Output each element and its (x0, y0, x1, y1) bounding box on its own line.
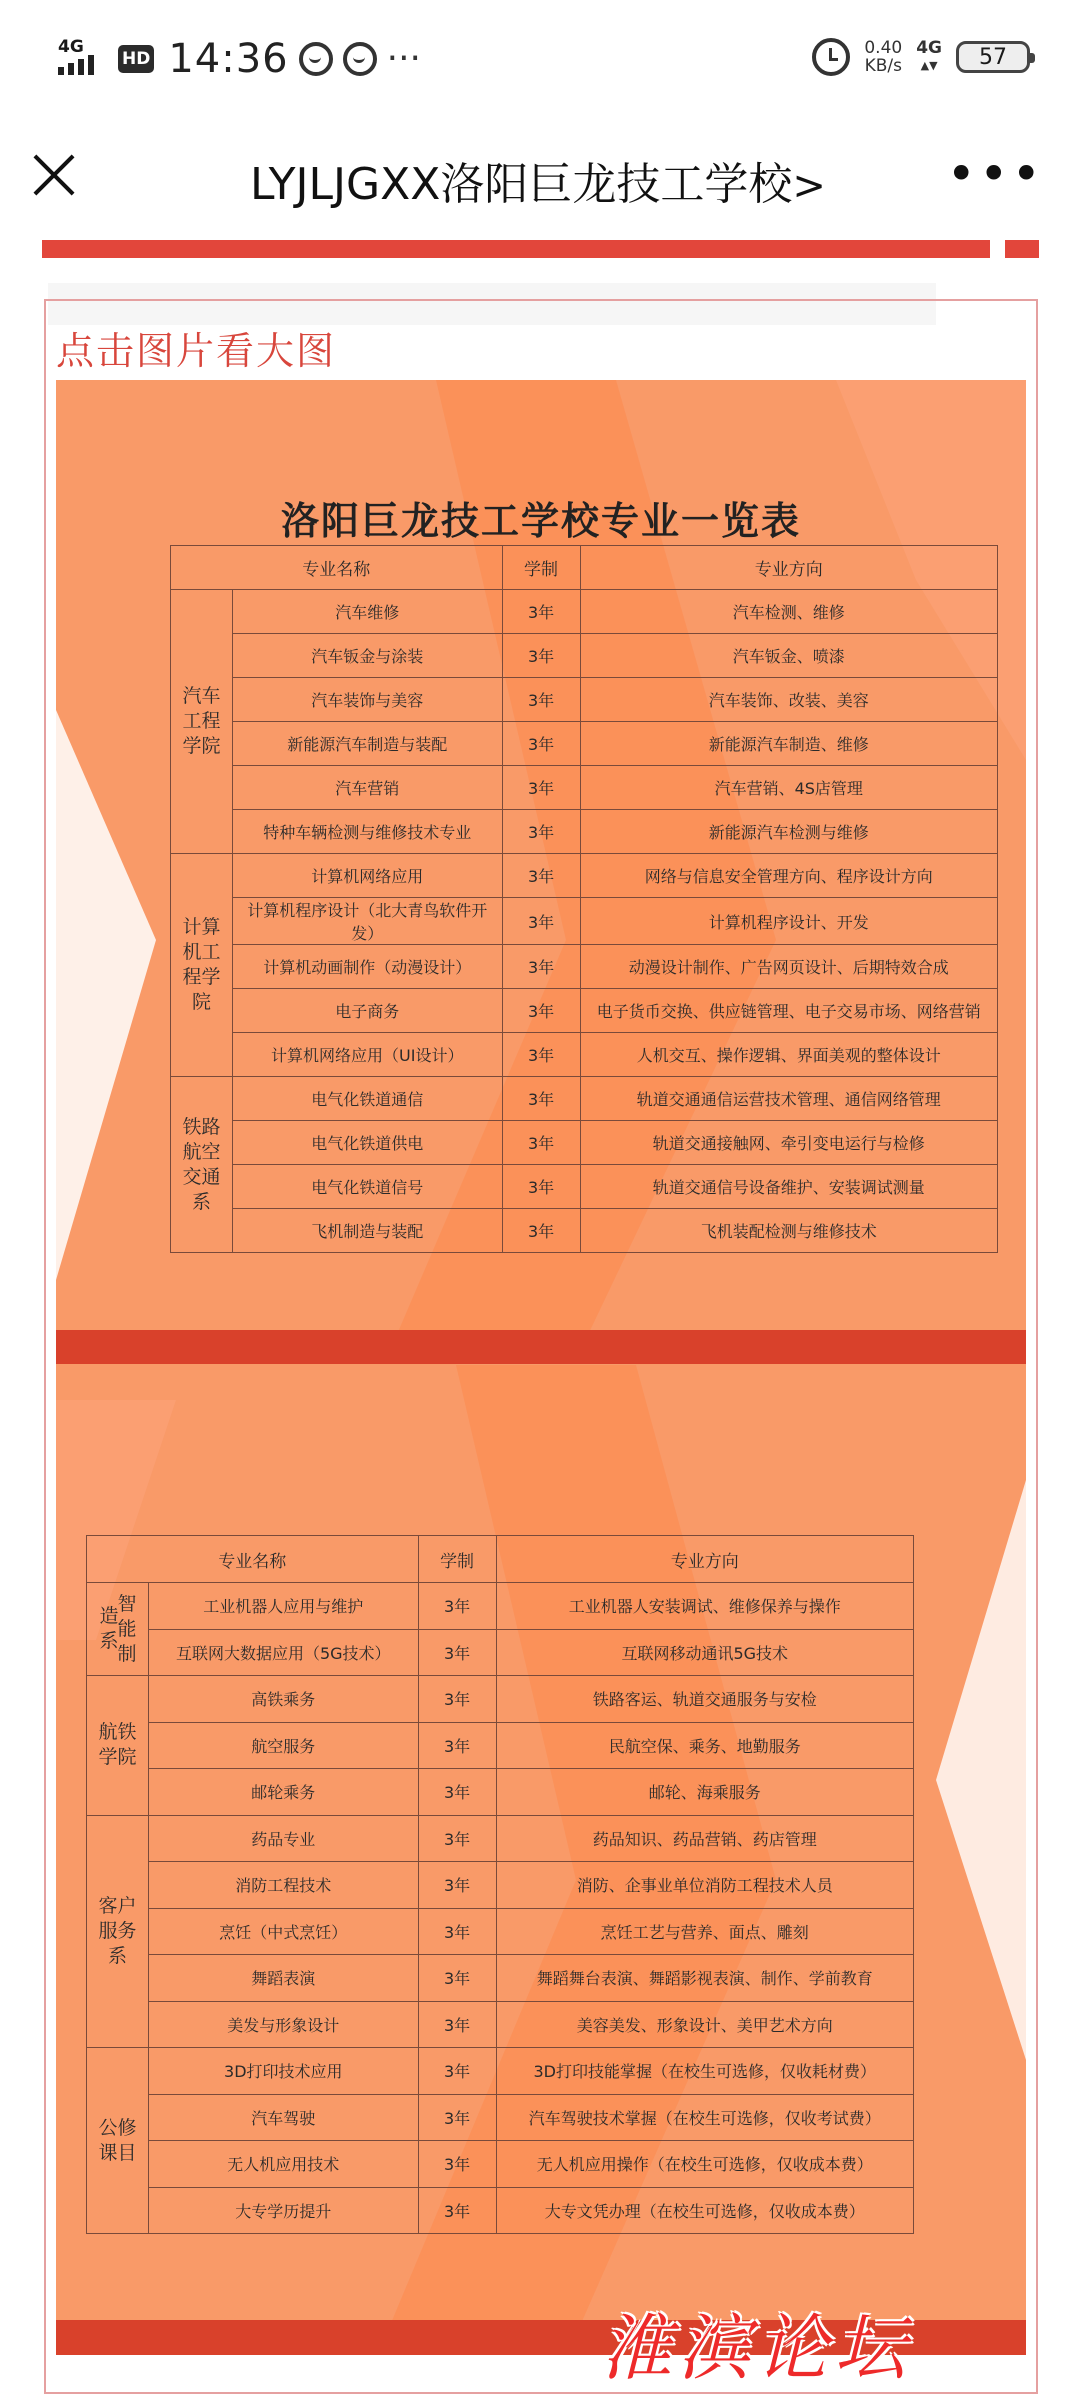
table-row (171, 989, 998, 1033)
cell-direction: 轨道交通通信运营技术管理、通信网络管理 (580, 1077, 997, 1121)
table-row (171, 1077, 998, 1121)
cell-years: 3年 (502, 722, 580, 766)
cell-years: 3年 (502, 854, 580, 898)
network-type: 4G (58, 37, 84, 57)
department-label-part: 造系 (99, 1605, 119, 1652)
cell-direction: 民航空保、乘务、地勤服务 (496, 1722, 913, 1769)
cell-direction: 药品知识、药品营销、药店管理 (496, 1815, 913, 1862)
cell-years: 3年 (418, 1862, 496, 1909)
header-direction-2: 专业方向 (496, 1536, 913, 1583)
cell-name: 无人机应用技术 (148, 2141, 418, 2188)
cell-years: 3年 (418, 2048, 496, 2095)
cell-direction: 消防、企事业单位消防工程技术人员 (496, 1862, 913, 1909)
cell-years: 3年 (418, 1769, 496, 1816)
table-row (87, 1908, 914, 1955)
cell-name: 药品专业 (148, 1815, 418, 1862)
close-icon[interactable] (30, 150, 78, 198)
mobile-data-label: 4G (916, 38, 942, 58)
cell-direction: 美容美发、形象设计、美甲艺术方向 (496, 2001, 913, 2048)
cell-direction: 新能源汽车检测与维修 (580, 810, 997, 854)
header-divider-right (1005, 240, 1039, 258)
poster-red-band (56, 1330, 1026, 1364)
table-row (87, 1629, 914, 1676)
table-row (171, 1209, 998, 1253)
cell-name: 计算机网络应用 (232, 854, 502, 898)
table-row (87, 2001, 914, 2048)
cell-name: 计算机网络应用（UI设计） (232, 1033, 502, 1077)
cell-direction: 新能源汽车制造、维修 (580, 722, 997, 766)
network-speed (864, 39, 902, 75)
cell-direction: 轨道交通信号设备维护、安装调试测量 (580, 1165, 997, 1209)
status-bar (0, 0, 1080, 120)
page-title[interactable] (250, 148, 826, 212)
cell-years: 3年 (502, 766, 580, 810)
cell-direction: 飞机装配检测与维修技术 (580, 1209, 997, 1253)
cell-direction: 网络与信息安全管理方向、程序设计方向 (580, 854, 997, 898)
table-row (87, 1815, 914, 1862)
table-row (87, 2187, 914, 2234)
battery-icon (956, 41, 1030, 73)
department-cell: 航铁学院 (87, 1676, 149, 1816)
speed-unit: KB/s (864, 56, 902, 76)
table-row (171, 722, 998, 766)
cell-name: 工业机器人应用与维护 (148, 1583, 418, 1630)
cell-direction: 无人机应用操作（在校生可选修，仅收成本费） (496, 2141, 913, 2188)
cell-direction: 工业机器人安装调试、维修保养与操作 (496, 1583, 913, 1630)
poster-title: 洛阳巨龙技工学校专业一览表 (280, 498, 801, 543)
cell-name: 电气化铁道供电 (232, 1121, 502, 1165)
department-cell: 计算机工程学院 (171, 854, 233, 1077)
cell-name: 电气化铁道信号 (232, 1165, 502, 1209)
cell-direction: 3D打印技能掌握（在校生可选修，仅收耗材费） (496, 2048, 913, 2095)
table-row (87, 1676, 914, 1723)
cell-years: 3年 (418, 1583, 496, 1630)
cell-years: 3年 (502, 1033, 580, 1077)
cell-direction: 铁路客运、轨道交通服务与安检 (496, 1676, 913, 1723)
table-row (87, 1955, 914, 2002)
cell-name: 计算机程序设计（北大青鸟软件开发） (232, 898, 502, 945)
header-direction: 专业方向 (580, 546, 997, 590)
cell-years: 3年 (502, 1209, 580, 1253)
cell-name: 烹饪（中式烹饪） (148, 1908, 418, 1955)
cell-name: 航空服务 (148, 1722, 418, 1769)
cell-years: 3年 (418, 2141, 496, 2188)
cell-name: 消防工程技术 (148, 1862, 418, 1909)
header-duration-2: 学制 (418, 1536, 496, 1583)
major-table-1 (170, 545, 998, 1253)
table-row (87, 1583, 914, 1630)
department-cell (87, 1583, 149, 1676)
table-row (171, 1165, 998, 1209)
department-label-part: 智能制 (117, 1592, 137, 1665)
cell-direction: 汽车装饰、改装、美容 (580, 678, 997, 722)
clock: 14:36 (168, 36, 289, 82)
cell-years: 3年 (502, 590, 580, 634)
cell-years: 3年 (418, 2001, 496, 2048)
cell-years: 3年 (502, 1121, 580, 1165)
header-divider (42, 240, 990, 258)
cell-years: 3年 (502, 810, 580, 854)
battery-level: 57 (979, 44, 1007, 70)
cell-years: 3年 (502, 945, 580, 989)
cell-name: 汽车钣金与涂装 (232, 634, 502, 678)
table-row (171, 1121, 998, 1165)
cell-direction: 汽车钣金、喷漆 (580, 634, 997, 678)
cell-name: 电气化铁道通信 (232, 1077, 502, 1121)
notification-app-icon (299, 42, 333, 76)
cell-years: 3年 (502, 1077, 580, 1121)
more-options-icon[interactable]: ••• (946, 145, 1044, 203)
cell-years: 3年 (418, 1955, 496, 2002)
cell-direction: 汽车驾驶技术掌握（在校生可选修，仅收考试费） (496, 2094, 913, 2141)
hd-badge: HD (118, 45, 154, 73)
cell-name: 舞蹈表演 (148, 1955, 418, 2002)
mobile-data-icon: 4G ▲▼ (916, 38, 942, 72)
cell-direction: 汽车营销、4S店管理 (580, 766, 997, 810)
cell-direction: 动漫设计制作、广告网页设计、后期特效合成 (580, 945, 997, 989)
cell-name: 大专学历提升 (148, 2187, 418, 2234)
major-list-poster-image[interactable] (56, 380, 1026, 2355)
signal-icon (58, 39, 108, 79)
page-title-text: LYJLJGXX洛阳巨龙技工学校 (250, 159, 793, 210)
cell-years: 3年 (502, 898, 580, 945)
cell-years: 3年 (502, 1165, 580, 1209)
table-row (171, 945, 998, 989)
cell-years: 3年 (502, 634, 580, 678)
cell-direction: 汽车检测、维修 (580, 590, 997, 634)
department-cell: 公修课目 (87, 2048, 149, 2234)
cell-direction: 邮轮、海乘服务 (496, 1769, 913, 1816)
notification-app-icon-2 (343, 42, 377, 76)
cell-years: 3年 (502, 989, 580, 1033)
more-notifications-icon: ··· (386, 38, 421, 79)
cell-name: 美发与形象设计 (148, 2001, 418, 2048)
cell-name: 特种车辆检测与维修技术专业 (232, 810, 502, 854)
table-row (87, 1722, 914, 1769)
speed-value: 0.40 (864, 38, 903, 58)
table-row (171, 854, 998, 898)
cell-direction: 舞蹈舞台表演、舞蹈影视表演、制作、学前教育 (496, 1955, 913, 2002)
table-row (171, 766, 998, 810)
table-row (171, 678, 998, 722)
table-row (87, 2094, 914, 2141)
cell-years: 3年 (418, 2187, 496, 2234)
cell-name: 邮轮乘务 (148, 1769, 418, 1816)
table-row (87, 2141, 914, 2188)
header-major-name-2: 专业名称 (87, 1536, 419, 1583)
cell-years: 3年 (418, 1815, 496, 1862)
cell-name: 3D打印技术应用 (148, 2048, 418, 2095)
table-row (171, 810, 998, 854)
cell-direction: 烹饪工艺与营养、面点、雕刻 (496, 1908, 913, 1955)
cell-direction: 电子货币交换、供应链管理、电子交易市场、网络营销 (580, 989, 997, 1033)
table-row (171, 1033, 998, 1077)
table-row (171, 590, 998, 634)
cell-name: 计算机动画制作（动漫设计） (232, 945, 502, 989)
cell-direction: 大专文凭办理（在校生可选修，仅收成本费） (496, 2187, 913, 2234)
cell-name: 汽车营销 (232, 766, 502, 810)
cell-name: 高铁乘务 (148, 1676, 418, 1723)
cell-years: 3年 (418, 1676, 496, 1723)
header-duration: 学制 (502, 546, 580, 590)
cell-years: 3年 (418, 1722, 496, 1769)
cell-years: 3年 (418, 2094, 496, 2141)
cell-direction: 计算机程序设计、开发 (580, 898, 997, 945)
cell-name: 互联网大数据应用（5G技术） (148, 1629, 418, 1676)
table-row (87, 1769, 914, 1816)
table-row (171, 634, 998, 678)
cell-direction: 轨道交通接触网、牵引变电运行与检修 (580, 1121, 997, 1165)
department-cell: 客户服务系 (87, 1815, 149, 2048)
article-content[interactable] (0, 235, 1080, 2400)
top-nav-bar (0, 120, 1080, 235)
department-cell: 汽车工程学院 (171, 590, 233, 854)
forum-watermark: 淮滨论坛 (600, 2306, 913, 2390)
cell-years: 3年 (418, 1629, 496, 1676)
table-row (87, 2048, 914, 2095)
major-table-2 (86, 1535, 914, 2234)
cell-name: 新能源汽车制造与装配 (232, 722, 502, 766)
cell-direction: 互联网移动通讯5G技术 (496, 1629, 913, 1676)
cell-name: 电子商务 (232, 989, 502, 1033)
header-major-name: 专业名称 (171, 546, 503, 590)
table-row (171, 898, 998, 945)
alarm-icon (812, 38, 850, 76)
chevron-right-icon: > (792, 163, 826, 209)
view-large-image-hint[interactable]: 点击图片看大图 (56, 329, 337, 373)
cell-name: 汽车维修 (232, 590, 502, 634)
cell-direction: 人机交互、操作逻辑、界面美观的整体设计 (580, 1033, 997, 1077)
cell-years: 3年 (502, 678, 580, 722)
cell-years: 3年 (418, 1908, 496, 1955)
cell-name: 汽车装饰与美容 (232, 678, 502, 722)
cell-name: 飞机制造与装配 (232, 1209, 502, 1253)
table-row (87, 1862, 914, 1909)
department-cell: 铁路航空交通系 (171, 1077, 233, 1253)
cell-name: 汽车驾驶 (148, 2094, 418, 2141)
